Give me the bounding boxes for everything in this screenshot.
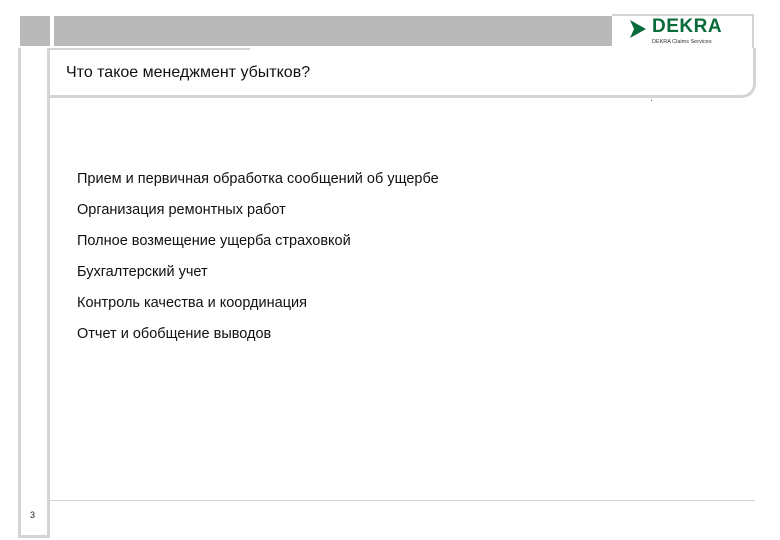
bullet-list [77, 168, 439, 354]
left-rail [18, 48, 50, 538]
title-topline [50, 48, 250, 50]
list-item: Полное возмещение ущерба страховкой [77, 233, 351, 249]
list-item: Прием и первичная обработка сообщений об ущербе [77, 171, 439, 187]
footer-divider [50, 500, 755, 501]
corner-square [20, 16, 50, 46]
list-item: Отчет и обобщение выводов [77, 326, 272, 342]
logo-subtext: DEKRA Claims Services [652, 39, 712, 45]
dekra-logo-icon [628, 19, 648, 39]
page-title: Что такое менеджмент убытков? [66, 64, 311, 81]
list-item: Контроль качества и координация [77, 295, 307, 311]
header-bar [54, 16, 612, 46]
list-item: Бухгалтерский учет [77, 264, 208, 280]
left-rail-accent [18, 48, 21, 124]
decorative-dot [651, 100, 652, 101]
logo-text: DEKRA [652, 16, 723, 37]
list-item: Организация ремонтных работ [77, 202, 286, 218]
page-number: 3 [30, 510, 36, 520]
